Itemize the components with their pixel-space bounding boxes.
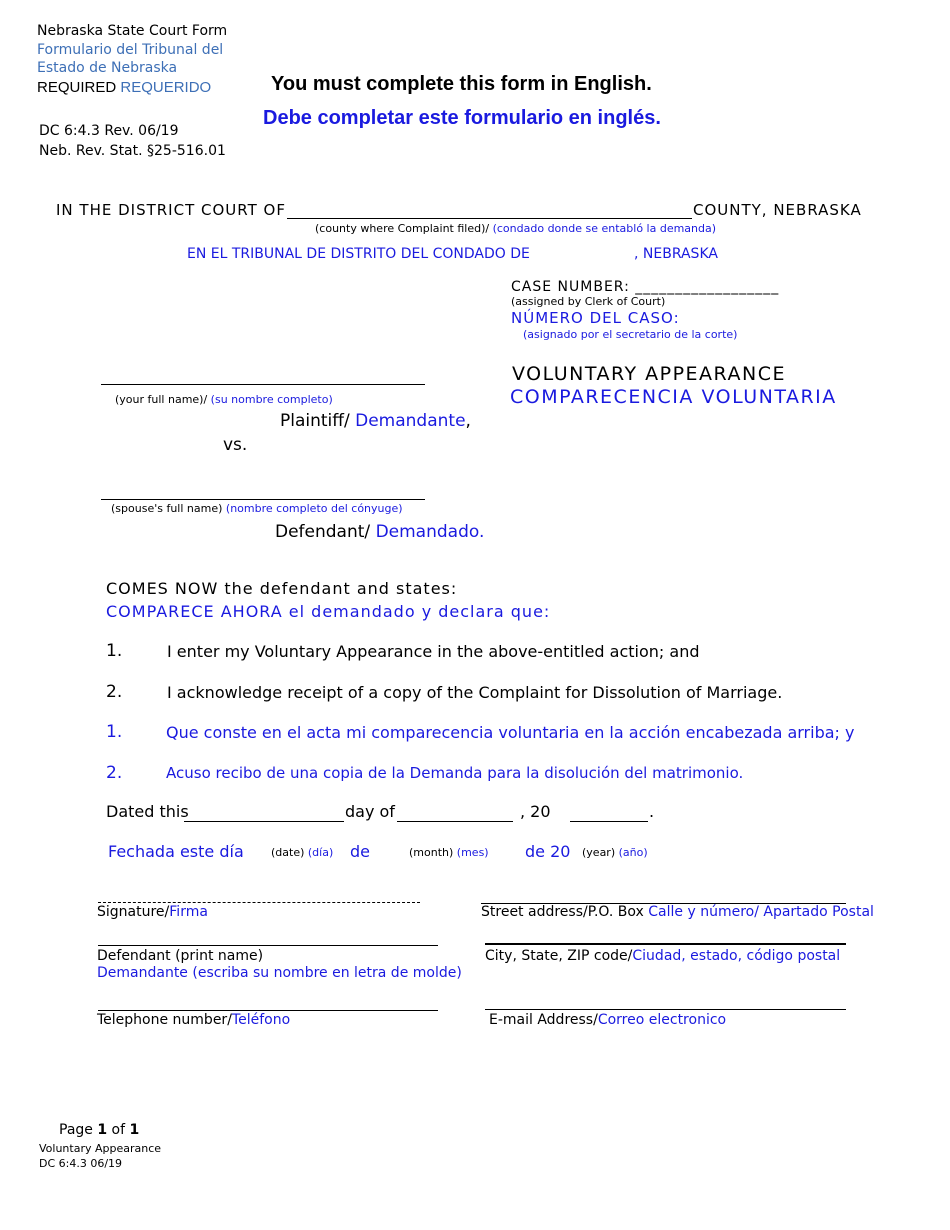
- form-name-es-1: Formulario del Tribunal del: [37, 42, 224, 58]
- court-es-label: EN EL TRIBUNAL DE DISTRITO DEL CONDADO DE: [187, 246, 530, 262]
- comes-now-en: COMES NOW the defendant and states:: [106, 579, 458, 598]
- defendant-hint-es: (nombre completo del cónyuge): [225, 502, 403, 515]
- county-nebraska-label: COUNTY, NEBRASKA: [693, 201, 862, 219]
- required-en: REQUIRED: [37, 79, 117, 96]
- fechada-label: Fechada este día: [108, 842, 244, 861]
- case-number-hint-es: (asignado por el secretario de la corte): [523, 328, 738, 341]
- county-hint: [315, 222, 716, 235]
- email-es: Correo electronico: [597, 1012, 727, 1028]
- city-es: Ciudad, estado, código postal: [632, 948, 841, 964]
- item-es-2-text: Acuso recibo de una copia de la Demanda para la disolución del matrimonio.: [166, 764, 744, 782]
- defendant-label: [275, 522, 484, 542]
- defendant-hint-en: (spouse's full name): [111, 502, 223, 515]
- email-label: [489, 1012, 726, 1028]
- defendant-print-en: Defendant (print name): [97, 948, 264, 964]
- county-hint-en: (county where Complaint filed)/: [315, 222, 490, 235]
- plaintiff-hint-es: (su nombre completo): [210, 393, 333, 406]
- year-hint: [582, 846, 648, 859]
- defendant-print-es: Demandante (escriba su nombre en letra de molde): [97, 965, 462, 981]
- form-name-en: Nebraska State Court Form: [37, 23, 228, 39]
- city-en: City, State, ZIP code/: [485, 948, 633, 964]
- item-en-2-text: I acknowledge receipt of a copy of the Complaint for Dissolution of Marriage.: [167, 683, 783, 702]
- email-en: E-mail Address/: [489, 1012, 598, 1028]
- day-of-label: day of: [345, 802, 395, 821]
- month-hint-en: (month): [409, 846, 454, 859]
- county-field-line[interactable]: [287, 218, 692, 219]
- signature-line[interactable]: [98, 902, 420, 903]
- statute: Neb. Rev. Stat. §25-516.01: [39, 143, 226, 159]
- street-es: Calle y número/ Apartado Postal: [648, 904, 874, 920]
- defendant-print-line[interactable]: [98, 945, 438, 946]
- footer-form-title: Voluntary Appearance: [39, 1142, 162, 1155]
- defendant-en: Defendant/: [275, 522, 371, 542]
- county-hint-es: (condado donde se entabló la demanda): [492, 222, 717, 235]
- comma-20-label: , 20: [520, 802, 551, 821]
- street-en: Street address/P.O. Box: [481, 904, 644, 920]
- plaintiff-comma: ,: [465, 411, 471, 431]
- phone-es: Teléfono: [231, 1012, 291, 1028]
- case-number-es: NÚMERO DEL CASO:: [511, 309, 680, 327]
- phone-line[interactable]: [98, 1010, 438, 1011]
- page-of: of: [107, 1122, 130, 1138]
- month-hint-es: (mes): [456, 846, 489, 859]
- defendant-hint: [111, 502, 403, 515]
- item-en-1-text: I enter my Voluntary Appearance in the above-entitled action; and: [167, 642, 700, 661]
- defendant-name-line[interactable]: [101, 499, 425, 500]
- required-label: [37, 79, 211, 96]
- item-es-1-num: 1.: [106, 722, 123, 742]
- nebraska-es-label: , NEBRASKA: [634, 246, 718, 262]
- comes-now-es: COMPARECE AHORA el demandado y declara que:: [106, 602, 551, 621]
- signature-es: Firma: [169, 904, 208, 920]
- defendant-es: Demandado.: [375, 522, 485, 542]
- case-number-label: CASE NUMBER: __________________: [511, 279, 780, 295]
- page-total: 1: [129, 1122, 140, 1138]
- title-es: COMPARECENCIA VOLUNTARIA: [510, 386, 837, 408]
- phone-en: Telephone number/: [97, 1012, 232, 1028]
- notice-es: Debe completar este formulario en inglés.: [263, 107, 661, 129]
- signature-en: Signature/: [97, 904, 170, 920]
- email-line[interactable]: [485, 1009, 846, 1010]
- plaintiff-en: Plaintiff/: [280, 411, 350, 431]
- date-hint: [271, 846, 333, 859]
- year-hint-es: (año): [618, 846, 648, 859]
- street-label: [481, 904, 874, 920]
- footer-form-code: DC 6:4.3 06/19: [39, 1157, 123, 1170]
- signature-label: [97, 904, 208, 920]
- page-number: [59, 1122, 139, 1138]
- date-hint-es: (día): [307, 846, 334, 859]
- de20-label: de 20: [525, 842, 571, 861]
- district-court-label: IN THE DISTRICT COURT OF: [56, 201, 286, 219]
- plaintiff-hint-en: (your full name)/: [115, 393, 208, 406]
- item-en-1-num: 1.: [106, 641, 123, 661]
- required-es: REQUERIDO: [120, 79, 212, 96]
- de-label: de: [350, 842, 370, 861]
- case-number-hint: (assigned by Clerk of Court): [511, 295, 666, 308]
- vs-label: vs.: [223, 435, 248, 455]
- plaintiff-name-line[interactable]: [101, 384, 425, 385]
- plaintiff-es: Demandante: [355, 411, 466, 431]
- plaintiff-label: [280, 411, 471, 431]
- phone-label: [97, 1012, 290, 1028]
- year-field-line[interactable]: [570, 821, 648, 822]
- notice-en: You must complete this form in English.: [271, 73, 652, 95]
- page-prefix: Page: [59, 1122, 98, 1138]
- month-field-line[interactable]: [397, 821, 513, 822]
- city-label: [485, 948, 840, 964]
- item-es-2-num: 2.: [106, 763, 123, 783]
- dated-period: .: [649, 802, 655, 821]
- plaintiff-hint: [115, 393, 333, 406]
- date-field-line[interactable]: [184, 821, 344, 822]
- title-en: VOLUNTARY APPEARANCE: [512, 363, 786, 385]
- month-hint: [409, 846, 489, 859]
- year-hint-en: (year): [582, 846, 616, 859]
- date-hint-en: (date): [271, 846, 305, 859]
- item-es-1-text: Que conste en el acta mi comparecencia voluntaria en la acción encabezada arriba; y: [166, 723, 855, 742]
- city-line[interactable]: [485, 943, 846, 945]
- item-en-2-num: 2.: [106, 682, 123, 702]
- form-name-es-2: Estado de Nebraska: [37, 60, 178, 76]
- form-code: DC 6:4.3 Rev. 06/19: [39, 123, 179, 139]
- page-num: 1: [97, 1122, 108, 1138]
- dated-this-label: Dated this: [106, 802, 189, 821]
